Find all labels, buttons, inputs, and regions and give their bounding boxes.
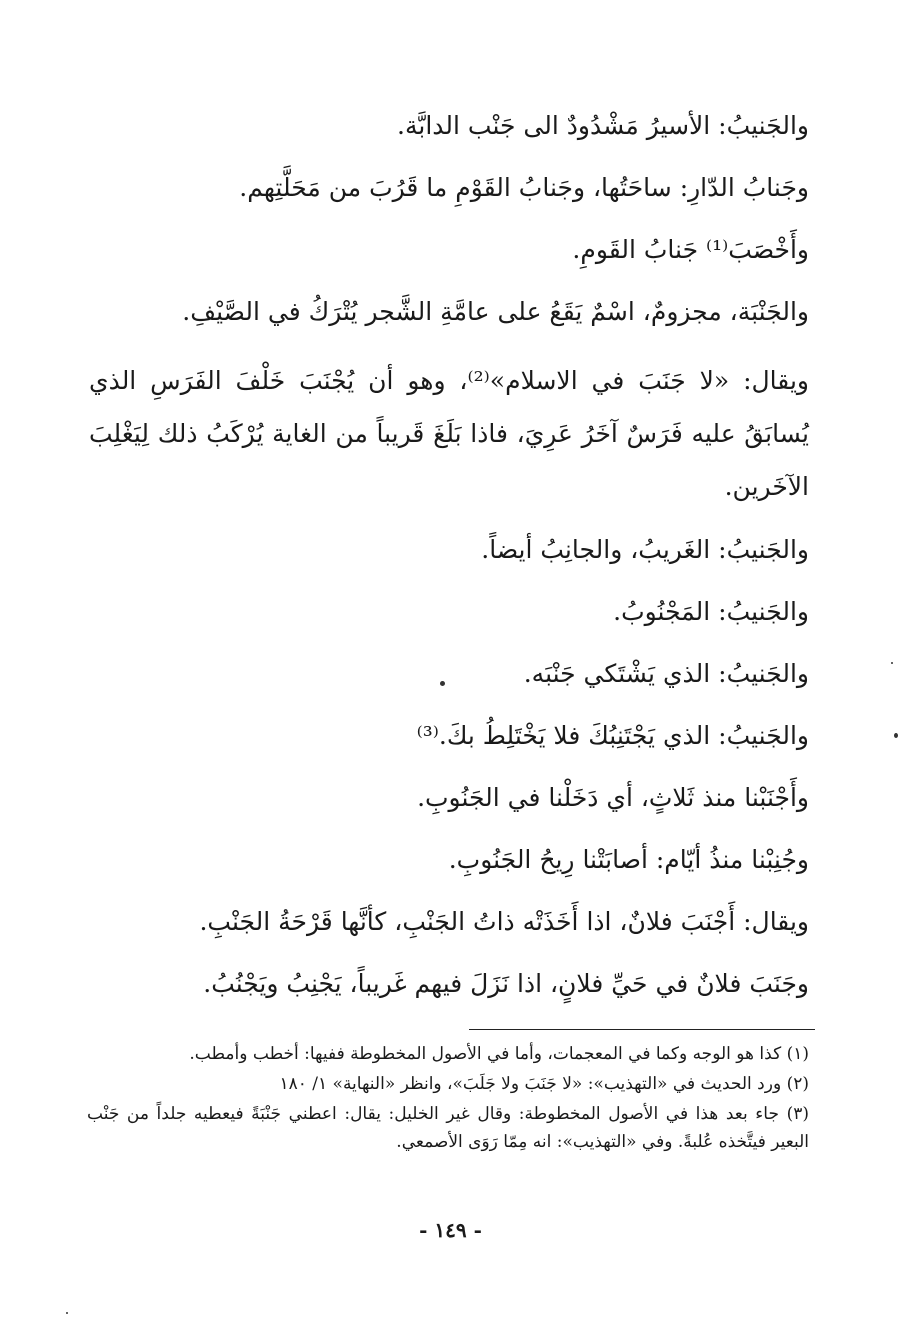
scan-speck <box>894 733 898 738</box>
footnote-1: (١) كذا هو الوجه وكما في المعجمات، وأما في الأصول المخطوطة ففيها: أخطب وأمطب. <box>189 1044 809 1064</box>
entry-akhsaba: وأَخْصَبَ⁽¹⁾ جَنابُ القَومِ. <box>572 235 809 264</box>
entry-janab-al-dar: وجَنابُ الدّارِ: ساحَتُها، وجَنابُ القَوْمِ ما قَرُبَ من مَحَلَّتِهم. <box>239 173 809 202</box>
entry-al-janib-avoider: والجَنيبُ: الذي يَجْتَنِبُكَ فلا يَخْتَلِطُ بكَ.⁽³⁾ <box>416 721 809 750</box>
scan-speck <box>891 662 893 664</box>
entry-ajnaba-fulan: ويقال: أَجْنَبَ فلانٌ، اذا أَخَذَتْه ذاتُ الجَنْبِ، كأنَّها قَرْحَةُ الجَنْبِ. <box>199 907 809 936</box>
footnotes <box>87 1040 809 1158</box>
entry-al-janba: والجَنْبَة، مجزومٌ، اسْمٌ يَقَعُ على عامَّةِ الشَّجر يُتْرَكُ في الصَّيْفِ. <box>182 297 809 326</box>
entry-al-janib-side-pain: والجَنيبُ: الذي يَشْتَكي جَنْبَه. <box>523 659 809 688</box>
page-number: - ١٤٩ - <box>419 1218 482 1242</box>
scan-speck <box>66 1312 68 1314</box>
footnote-2: (٢) ورد الحديث في «التهذيب»: «لا جَنَبَ ولا جَلَبَ»، وانظر «النهاية» ١/ ١٨٠ <box>279 1074 809 1094</box>
entry-al-janib-stranger: والجَنيبُ: الغَريبُ، والجانِبُ أيضاً. <box>481 535 809 564</box>
footnote-3: (٣) جاء بعد هذا في الأصول المخطوطة: وقال غير الخليل: يقال: اعطني جَنْبَةً فيعطيه جلداً من جَنْب البعير فيتَّخذه عُلبةً. وفي «التهذيب»: انه مِمّا رَوَى الأصمعي. <box>87 1104 809 1152</box>
entry-al-janib-prisoner: والجَنيبُ: الأسيرُ مَشْدُودٌ الى جَنْب الدابَّة. <box>397 111 809 140</box>
scan-speck <box>440 681 445 686</box>
footnote-divider <box>469 1029 815 1030</box>
dictionary-entries <box>89 106 809 1026</box>
entry-junibna: وجُنِبْنا منذُ أيّام: أصابَتْنا رِيحُ الجَنُوبِ. <box>448 845 809 874</box>
entry-la-janab-hadith: ويقال: «لا جَنَبَ في الاسلام»⁽²⁾، وهو أن يُجْنَبَ خَلْفَ الفَرَسِ الذي يُسابَقُ عليه فَرَسٌ آخَرُ عَرِيَ، فاذا بَلَغَ قَريباً من الغاية يُرْكَبُ ذلك لِيَغْلِبَ الآخَرين. <box>89 366 809 501</box>
entry-al-janib-majnub: والجَنيبُ: المَجْنُوبُ. <box>613 597 809 626</box>
entry-ajnabna: وأَجْنَبْنا منذ ثَلاثٍ، أي دَخَلْنا في الجَنُوبِ. <box>417 783 809 812</box>
entry-janaba-fulan: وجَنَبَ فلانٌ في حَيِّ فلانٍ، اذا نَزَلَ فيهم غَريباً، يَجْنِبُ ويَجْنُبُ. <box>203 969 809 998</box>
